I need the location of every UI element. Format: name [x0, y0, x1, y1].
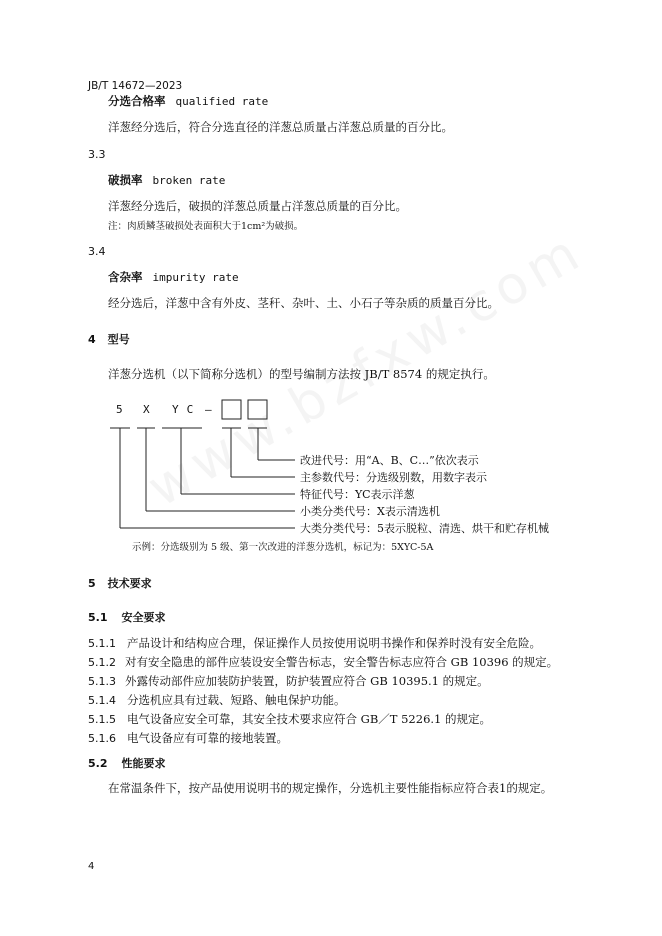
subsection-heading-performance — [88, 758, 166, 769]
clause-text: 外露传动部件应加装防护装置，防护装置应符合 GB 10395.1 的规定。 — [125, 674, 489, 688]
term-title-cn: 分选合格率 — [108, 94, 166, 108]
clause-number: 5.1.6 — [88, 732, 116, 745]
note: 注：肉质鳞茎破损处表面积大于1cm²为破损。 — [108, 221, 304, 232]
header-code: JB/T 14672—2023 — [88, 80, 183, 92]
param-code-box — [222, 400, 241, 419]
improve-code-box — [248, 400, 267, 419]
clause-5-1-2 — [88, 657, 558, 669]
subsection-heading-safety — [88, 612, 166, 623]
model-code-5: 5 — [116, 403, 123, 416]
section-heading-tech — [88, 578, 152, 589]
model-example: 示例：分选级别为 5 级、第一次改进的洋葱分选机，标记为：5XYC-5A — [132, 542, 434, 553]
clause-number: 5.1.2 — [88, 656, 116, 669]
term-definition: 洋葱经分选后，符合分选直径的洋葱总质量占洋葱总质量的百分比。 — [108, 120, 453, 134]
clause-text: 对有安全隐患的部件应装设安全警告标志，安全警告标志应符合 GB 10396 的规定。 — [125, 655, 559, 669]
performance-paragraph: 在常温条件下，按产品使用说明书的规定操作，分选机主要性能指标应符合表1的规定。 — [108, 781, 553, 795]
term-title-en: broken rate — [152, 174, 226, 187]
label-subclass-code: 小类分类代号：X表示清选机 — [300, 505, 440, 518]
clause-number: 3.4 — [88, 245, 106, 258]
clause-text: 产品设计和结构应合理，保证操作人员按使用说明书操作和保养时没有安全危险。 — [127, 636, 541, 650]
label-improvement-code: 改进代号：用“A、B、C…”依次表示 — [300, 454, 479, 467]
label-class-code: 大类分类代号：5表示脱粒、清选、烘干和贮存机械 — [300, 522, 549, 535]
clause-5-1-4 — [88, 695, 346, 707]
term-title-cn: 破损率 — [108, 173, 143, 187]
model-code-x: X — [143, 403, 150, 416]
clause-text: 电气设备应安全可靠，其安全技术要求应符合 GB／T 5226.1 的规定。 — [127, 712, 492, 726]
clause-5-1-6 — [88, 733, 288, 745]
term-title-en: qualified rate — [175, 95, 269, 108]
subsection-title: 性能要求 — [121, 757, 166, 770]
clause-text: 分选机应具有过载、短路、触电保护功能。 — [127, 693, 346, 707]
model-code-yc: YC — [172, 403, 202, 416]
clause-number: 5.1.5 — [88, 713, 116, 726]
clause-number: 5.1.4 — [88, 694, 116, 707]
term-title-cn: 含杂率 — [108, 270, 143, 284]
clause-number: 5.1.1 — [88, 637, 116, 650]
subsection-title: 安全要求 — [121, 611, 166, 624]
section-title: 技术要求 — [107, 577, 152, 590]
clause-text: 电气设备应有可靠的接地装置。 — [127, 731, 288, 745]
clause-number: 5.1.3 — [88, 675, 116, 688]
section-number: 4 — [88, 333, 96, 346]
subsection-number: 5.2 — [88, 757, 108, 770]
page-number: 4 — [88, 861, 95, 872]
clause-5-1-3 — [88, 676, 489, 688]
section-number: 5 — [88, 577, 96, 590]
clause-number: 3.3 — [88, 148, 106, 161]
label-feature-code: 特征代号：YC表示洋葱 — [300, 488, 415, 501]
subsection-number: 5.1 — [88, 611, 108, 624]
label-main-parameter-code: 主参数代号：分选级别数，用数字表示 — [300, 471, 487, 484]
term-definition: 洋葱经分选后，破损的洋葱总质量占洋葱总质量的百分比。 — [108, 199, 407, 213]
model-code-dash: — — [205, 403, 212, 416]
model-paragraph: 洋葱分选机（以下简称分选机）的型号编制方法按 JB/T 8574 的规定执行。 — [108, 367, 495, 381]
clause-5-1-5 — [88, 714, 491, 726]
term-title-en: impurity rate — [152, 271, 239, 284]
section-title: 型号 — [107, 333, 130, 346]
clause-5-1-1 — [88, 638, 541, 650]
term-definition: 经分选后，洋葱中含有外皮、茎秆、杂叶、土、小石子等杂质的质量百分比。 — [108, 296, 499, 310]
